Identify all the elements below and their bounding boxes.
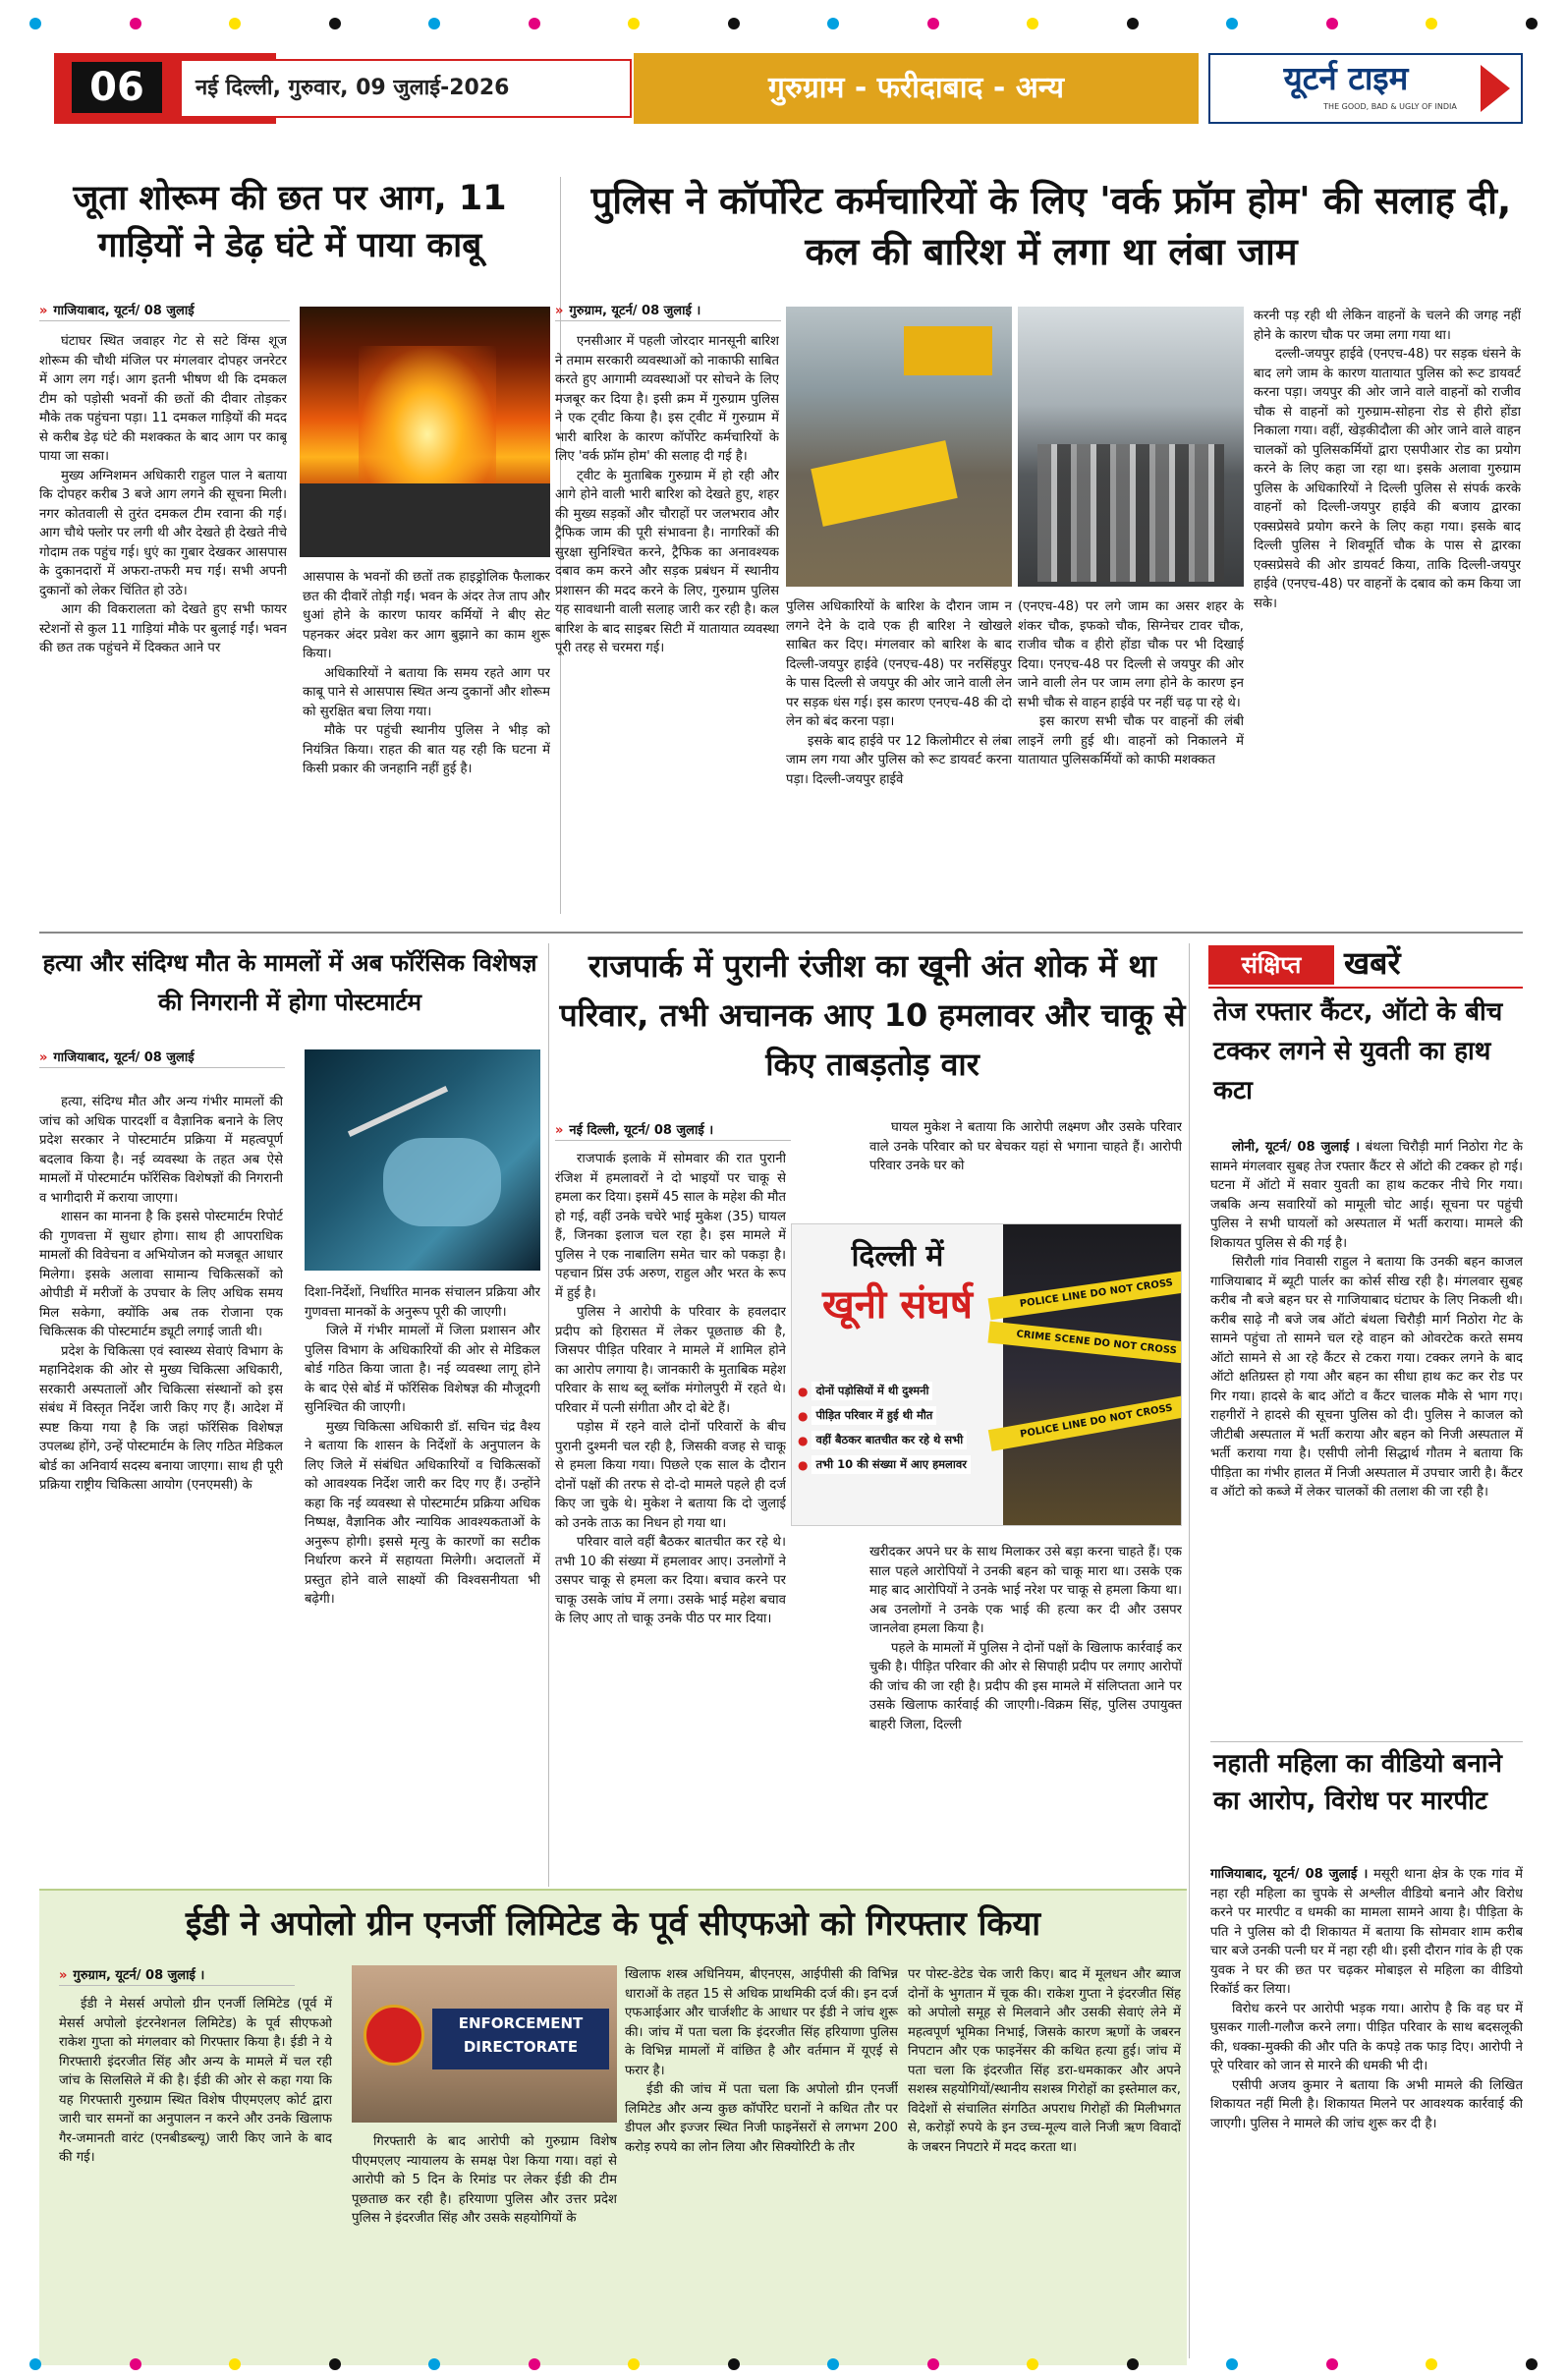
story1-headline: जूता शोरूम की छत पर आग, 11 गाड़ियों ने डेढ़ घंटे में पाया काबू: [73, 179, 507, 265]
arrow-icon: »: [555, 1123, 564, 1138]
story1-col1: [39, 332, 287, 922]
paragraph: गिरफ्तारी के बाद आरोपी को गुरुग्राम विशेष पीएमएलए न्यायालय के समक्ष पेश किया गया। वहां से आरोपी को 5 दिन के रिमांड पर लेकर ईडी की टीम पूछताछ कर रही है। हरियाणा पुलिस और उत्तर प्रदेश पुलिस ने इंदरजीत सिंह और उसके सहयोगियों के: [352, 2134, 617, 2226]
brief2-body: [1210, 1865, 1523, 2360]
paragraph: एनसीआर में पहली जोरदार मानसूनी बारिश ने तमाम सरकारी व्यवस्थाओं को नाकाफी साबित करते हुए आगामी व्यवस्थाओं पर सोचने के लिए मजबूर कर दिया है। इसी क्रम में गुरुग्राम पुलिस ने एक ट्वीट किया है। इस ट्वीट में गुरुग्राम में भारी बारिश के कारण कॉर्पोरेट कर्मचारियों के लिए 'वर्क फ्रॉम होम' की सलाह दी गई है।: [555, 334, 779, 464]
bullet-item: ● दोनों पड़ोसियों में थी दुश्मनी: [798, 1382, 1043, 1400]
story2-col2: [786, 597, 1012, 922]
story4-col2: [869, 1543, 1182, 1887]
glove-shape: [383, 1138, 501, 1226]
paragraph: जिले में गंभीर मामलों में जिला प्रशासन और पुलिस विभाग के अधिकारियों की ओर से मेडिकल बोर्ड गठित किया जाता है। नई व्यवस्था लागू होने के बाद ऐसे बोर्ड में फॉरेंसिक विशेषज्ञ की मौजूदगी सुनिश्चित की जाएगी।: [305, 1324, 540, 1415]
story2-headline: पुलिस ने कॉर्पोरेट कर्मचारियों के लिए 'वर्क फ्रॉम होम' की सलाह दी, कल की बारिश में लगा था लंबा जाम: [590, 179, 1512, 273]
dateline-text: गुरुग्राम, यूटर्न/ 08 जुलाई ।: [73, 1968, 205, 1983]
graphic-title-1: दिल्ली में: [851, 1239, 944, 1274]
paragraph: इसके बाद हाईवे पर 12 किलोमीटर से लंबा जाम लग गया और पुलिस को रूट डायवर्ट करना पड़ा। दिल्ली-जयपुर हाईवे: [786, 733, 1012, 787]
section-label: गुरुग्राम - फरीदाबाद - अन्य: [767, 71, 1064, 105]
dateline-text: लोनी, यूटर्न/ 08 जुलाई ।: [1232, 1140, 1361, 1155]
paragraph: आग की विकरालता को देखते हुए सभी फायर स्टेशनों से कुल 11 गाड़ियां मौके पर बुलाई गईं। भवन की छत तक पहुंचने में दिक्कत आने पर: [39, 602, 287, 655]
ed-photo: [352, 1965, 617, 2123]
paragraph: एसीपी अजय कुमार ने बताया कि अभी मामले की लिखित शिकायत नहीं मिली है। शिकायत मिलने पर आवश्यक कार्रवाई की जाएगी। पुलिस ने मामले की जांच शुरू कर दी है।: [1210, 2077, 1523, 2131]
story1-col2: [303, 568, 550, 922]
paragraph: शासन का मानना है कि इससे पोस्टमार्टम रिपोर्ट की गुणवत्ता में सुधार होगा। साथ ही आपराधिक मामलों की विवेचना व अभियोजन को मजबूत आधार मिलेगा। इसके अलावा सामान्य चिकित्सकों को ओपीडी में मरीजों के उपचार के लिए अधिक समय मिल सकेगा, क्योंकि अब तक रोजाना एक चिकित्सक की पोस्टमार्टम ड्यूटी लगाई जाती थी।: [39, 1210, 283, 1339]
paragraph: [1210, 1138, 1523, 1253]
story3-rule: [39, 1067, 285, 1068]
story2-col1: [555, 332, 779, 922]
ed-sign-text-1: ENFORCEMENT: [458, 2014, 584, 2032]
bullet-item: ● पीड़ित परिवार में हुई थी मौत: [798, 1406, 1043, 1425]
paragraph: परिवार वाले वहीं बैठकर बातचीत कर रहे थे। तभी 10 की संख्या में हमलावर आए। उनलोगों ने उसपर चाकू से हमला कर दिया। बचाव करने पर चाकू उसके जांघ में लगा। उसके भाई महेश बचाव के लिए आए तो चाकू उनके पीठ पर मार दिया।: [555, 1535, 786, 1626]
paragraph: ईडी ने मेसर्स अपोलो ग्रीन एनर्जी लिमिटेड (पूर्व में मेसर्स अपोलो इंटरनेशनल लिमिटेड) के पूर्व सीएफओ राकेश गुप्ता को मंगलवार को गिरफ्तार किया है। ईडी ने ये गिरफ्तारी इंदरजीत सिंह और अन्य के मामले में चल रही जांच के सिलसिले में की है। ईडी की ओर से कहा गया कि यह गिरफ्तारी गुरुग्राम स्थित विशेष पीएमएलए कोर्ट द्वारा जारी चार समनों का अनुपालन न करने और उनके खिलाफ गैर-जमानती वारंट (एनबीडब्ल्यू) जारी किए जाने के बाद की गई।: [59, 1997, 332, 2165]
column-divider: [1189, 943, 1190, 2358]
brief2-headline: नहाती महिला का वीडियो बनाने का आरोप, विरोध पर मारपीट: [1213, 1749, 1502, 1816]
registration-marks-top: [29, 18, 1538, 31]
ed-emblem: [364, 2005, 424, 2066]
crime-scene-photo: [1003, 1224, 1182, 1526]
story2-rule: [555, 320, 781, 321]
page-number: 06: [72, 62, 162, 113]
story1-rule: [39, 320, 290, 321]
scalpel: [348, 1086, 448, 1137]
column-divider: [548, 943, 549, 1887]
story5-rule: [59, 1985, 295, 1986]
yellow-bus: [811, 440, 957, 527]
paragraph: खरीदकर अपने घर के साथ मिलाकर उसे बड़ा करना चाहते हैं। एक साल पहले आरोपियों ने उनकी बहन को चाकू मारा था। उसके एक माह बाद आरोपियों ने उनके भाई नरेश पर चाकू से हमला किया था। अब उनलोगों ने उनके एक भाई की हत्या कर दी और उसपर जानलेवा हमला किया है।: [869, 1545, 1182, 1636]
flood-photo: [786, 307, 1012, 587]
story4-headline: राजपार्क में पुरानी रंजीश का खूनी अंत शोक में था परिवार, तभी अचानक आए 10 हमलावर और चाकू से किए ताबड़तोड़ वार: [559, 947, 1186, 1083]
story3-col1: [39, 1093, 283, 1887]
paragraph: खिलाफ शस्त्र अधिनियम, बीएनएस, आईपीसी की विभिन्न धाराओं के तहत 15 से अधिक प्राथमिकी दर्ज की। इन दर्ज एफआईआर और चार्जशीट के आधार पर ईडी ने जांच शुरू की। जांच में पता चला कि इंदरजीत सिंह हरियाणा पुलिस के विभिन्न मामलों में वांछित है और वर्तमान में यूएई से फरार है।: [625, 1967, 898, 2078]
story4-col1: [555, 1150, 786, 1887]
paragraph: (एनएच-48) पर लगे जाम का असर शहर के शंकर चौक, इफको चौक, सिग्नेचर टावर चौक, राजीव चौक व हीरो होंडा चौक पर भी दिखाई दिया। एनएच-48 पर दिल्ली से जयपुर की ओर जाने वाली लेन पर जाम लगा होने के कारण इन सभी चौक से वाहन हाईवे पर नहीं चढ़ पा रहे थे।: [1018, 599, 1244, 710]
dateline-text: गाजियाबाद, यूटर्न/ 08 जुलाई: [53, 304, 195, 318]
police-tape-1: POLICE LINE DO NOT CROSS: [988, 1269, 1182, 1320]
paragraph: इस कारण सभी चौक पर वाहनों की लंबी लाइनें लगी हुई थी। वाहनों को निकालने में यातायात पुलिसकर्मियों को काफी मशक्कत: [1018, 714, 1244, 767]
brief-divider: [1210, 1741, 1523, 1742]
paragraph: सिरौली गांव निवासी राहुल ने बताया कि उनकी बहन काजल गाजियाबाद में ब्यूटी पार्लर का कोर्स सीख रही है। मंगलवार सुबह करीब नौ बजे बहन घर से गाजियाबाद घंटाघर के लिए निकली थी। करीब साढ़े नौ बजे जब ऑटो बंथला चिरौड़ी मार्ग निठोरा गेट के सामने पहुंचा तो सामने चल रहे वाहन को ओवरटेक करते समय ऑटो सामने से आ रहे कैंटर से टकरा गया। टक्कर लगने के बाद ऑटो क्षतिग्रस्त हो गया और बहन का सीधा हाथ कट कर रोड पर गिर गया। हादसे के बाद ऑटो व कैंटर चालक मौके से भाग गए। राहगीरों ने हादसे की सूचना पुलिस को दी। पुलिस ने काजल को जीटीबी अस्पताल में भर्ती कराया और बहन को निजी अस्पताल में भर्ती कराया गया है। एसीपी लोनी सिद्धार्थ गौतम ने बताया कि पीड़िता का गंभीर हालत में निजी अस्पताल में उपचार जारी है। कैंटर व ऑटो को कब्जे में लेकर चालकों की तलाश की जा रही है।: [1210, 1255, 1523, 1500]
surgery-photo: [305, 1049, 540, 1271]
paragraph: [1210, 1865, 1523, 2000]
traffic-photo: [1018, 307, 1244, 587]
story5-col4: [908, 1965, 1181, 2358]
body-text: बंथला चिरौड़ी मार्ग निठोरा गेट के सामने मंगलवार सुबह तेज रफ्तार कैंटर से ऑटो की टक्कर हो गई। घटना में ऑटो में सवार युवती का हाथ कटकर नीचे गिर गया। जबकि अन्य सवारियों को मामूली चोट आई। सूचना पर पहुंची पुलिस ने सभी घायलों को अस्पताल में भर्ती कराया। मामले की शिकायत पुलिस से की गई है।: [1210, 1140, 1523, 1251]
police-tape-2: CRIME SCENE DO NOT CROSS: [987, 1322, 1182, 1366]
logo: यूटर्न टाइम: [1283, 59, 1409, 97]
paragraph: मुख्य चिकित्सा अधिकारी डॉ. सचिन चंद्र वैश्य ने बताया कि शासन के निर्देशों के अनुपालन के लिए जिले में संबंधित अधिकारियों व चिकित्सकों को आवश्यक निर्देश जारी कर दिए गए हैं। उन्होंने कहा कि नई व्यवस्था से पोस्टमार्टम प्रक्रिया अधिक निष्पक्ष, वैज्ञानिक और न्यायिक आवश्यकताओं के अनुरूप होगी। इससे मृत्यु के कारणों का सटीक निर्धारण करने में सहायता मिलेगी। अदालतों में प्रस्तुत होने वाले साक्ष्यों की विश्वसनीयता भी बढ़ेगी।: [305, 1419, 540, 1607]
paragraph: घायल मुकेश ने बताया कि आरोपी लक्ष्मण और उसके परिवार वाले उनके परिवार को घर बेचकर यहां से भगाना चाहते हैं। आरोपी परिवार उनके घर को: [869, 1120, 1182, 1173]
paragraph: आसपास के भवनों की छतों तक हाइड्रोलिक फैलाकर छत की दीवारें तोड़ी गईं। भवन के अंदर तेज ताप और धुआं होने के कारण फायर कर्मियों ने बीए सेट पहनकर अंदर प्रवेश कर आग बुझाने का काम शुरू किया।: [303, 570, 550, 661]
story3-col2: [305, 1283, 540, 1887]
paragraph: अधिकारियों ने बताया कि समय रहते आग पर काबू पाने से आसपास स्थित अन्य दुकानों और शोरूम को सुरक्षित बचा लिया गया।: [303, 665, 550, 719]
brief1-body: [1210, 1138, 1523, 1747]
story5-col3: [625, 1965, 898, 2358]
paragraph: दिशा-निर्देशों, निर्धारित मानक संचालन प्रक्रिया और गुणवत्ता मानकों के अनुरूप पूरी की जाएगी।: [305, 1285, 540, 1320]
paragraph: पुलिस ने आरोपी के परिवार के हवलदार प्रदीप को हिरासत में लेकर पूछताछ की है, जिसपर पीड़ित परिवार ने मामले में शामिल होने का आरोप लगाया है। जानकारी के मुताबिक महेश परिवार के साथ ब्लू ब्लॉक मंगोलपुरी में रहते थे। परिवार में पत्नी संगीता और दो बेटे हैं।: [555, 1305, 786, 1416]
paragraph: प्रदेश के चिकित्सा एवं स्वास्थ्य सेवाएं विभाग के महानिदेशक की ओर से मुख्य चिकित्सा अधिकारी, सरकारी अस्पतालों और चिकित्सा संस्थानों को इस संबंध में विस्तृत निर्देश जारी किए गए हैं। आदेश में स्पष्ट किया गया है कि जहां फॉरेंसिक विशेषज्ञ उपलब्ध होंगे, उन्हें पोस्टमार्टम के लिए गठित मेडिकल बोर्ड का अनिवार्य सदस्य बनाया जाएगा। साथ ही पूरी प्रक्रिया राष्ट्रीय चिकित्सा आयोग (एनएमसी) के: [39, 1343, 283, 1493]
story5-col2: [352, 2132, 617, 2358]
brief-underline: [1208, 987, 1523, 989]
paragraph: विरोध करने पर आरोपी भड़क गया। आरोप है कि वह घर में घुसकर गाली-गलौज करने लगा। पीड़ित परिवार के साथ बदसलूकी की, धक्का-मुक्की की और पति के कपड़े तक फाड़ दिए। आरोपी ने पूरे परिवार को जान से मारने की धमकी भी दी।: [1210, 2001, 1523, 2073]
arrow-icon: »: [555, 304, 564, 318]
paragraph: दल्ली-जयपुर हाईवे (एनएच-48) पर सड़क धंसने के बाद लगे जाम के कारण यातायात पुलिस को रूट डायवर्ट करना पड़ा। जयपुर की ओर जाने वाले वाहनों को राजीव चौक से वाहनों को गुरुग्राम-सोहना रोड से हीरो होंडा निकाला गया। वहीं, खेड़कीदौला की ओर जाने वाले वाहन चालकों को पुलिसकर्मियों द्वारा एसपीआर रोड का प्रयोग करने के लिए कहा जा रहा था। इसके अलावा गुरुग्राम पुलिस के अधिकारियों ने दिल्ली पुलिस से संपर्क करके वाहनों को दिल्ली-जयपुर हाईवे की बजाय द्वारका एक्सप्रेसवे प्रयोग करने के लिए कहा गया। इसके बाद दिल्ली पुलिस ने शिवमूर्ति चौक के पास से द्वारका एक्सप्रेसवे की ओर डायवर्ट किया, ताकि दिल्ली-जयपुर हाईवे (एनएच-48) पर वाहनों के दबाव को कम किया जा सके।: [1254, 347, 1521, 611]
flame-shape: [359, 346, 496, 493]
paragraph: पुलिस अधिकारियों के बारिश के दौरान जाम न लगने देने के दावे एक ही बारिश ने खोखले साबित कर दिए। मंगलवार को बारिश के बाद दिल्ली-जयपुर हाईवे (एनएच-48) पर नरसिंहपुर के पास दिल्ली से जयपुर की ओर जाने वाली लेन पर सड़क धंस गई। इस कारण एनएच-48 की दो लेन को बंद करना पड़ा।: [786, 599, 1012, 729]
fire-photo: [300, 307, 550, 557]
arrow-icon: »: [39, 304, 48, 318]
dateline-text: गुरुग्राम, यूटर्न/ 08 जुलाई ।: [569, 304, 701, 318]
paragraph: पर पोस्ट-डेटेड चेक जारी किए। बाद में मूलधन और ब्याज दोनों के भुगतान में चूक की। राकेश गुप्ता ने इंदरजीत सिंह को अपोलो समूह से मिलवाने और उसकी सेवाएं लेने में महत्वपूर्ण भूमिका निभाई, जिसके कारण ऋणों के जबरन निपटान और एक फाइनेंसर की कथित हत्या हुई। जांच में पता चला कि इंदरजीत सिंह डरा-धमकाकर और अपने सशस्त्र सहयोगियों/स्थानीय सशस्त्र गिरोहों का इस्तेमाल कर, विदेशों से संचालित संगठित अपराध गिरोहों की मिलीभगत से, करोड़ों रुपये के इन उच्च-मूल्य वाले निजी ऋण विवादों के जबरन निपटारे में मदद करता था।: [908, 1967, 1181, 2155]
bullet-item: ● तभी 10 की संख्या में आए हमलावर: [798, 1455, 1043, 1474]
graphic-bullets: [798, 1382, 1043, 1480]
logo-arrow: [1481, 65, 1510, 112]
paragraph: पहले के मामलों में पुलिस ने दोनों पक्षों के खिलाफ कार्रवाई कर चुकी है। पीड़ित परिवार की ओर से सिपाही प्रदीप पर लगाए आरोपों की जांच की जा रही है। प्रदीप की इस मामले में संलिप्तता आने पर उसके खिलाफ कार्रवाई की जाएगी।-विक्रम सिंह, पुलिस उपायुक्त बाहरी जिला, दिल्ली: [869, 1640, 1182, 1732]
story5-col1: [59, 1995, 332, 2358]
story4-dateline: [555, 1120, 830, 1138]
crime-graphic: [791, 1223, 1182, 1526]
body-text: मसूरी थाना क्षेत्र के एक गांव में नहा रही महिला का चुपके से अश्लील वीडियो बनाने और विरोध करने पर मारपीट व धमकी का मामला सामने आया है। पीड़िता के पति ने पुलिस को दी शिकायत में बताया कि सोमवार शाम करीब चार बजे उनकी पत्नी घर में नहा रही थी। इसी दौरान गांव के ही एक युवक ने घर की छत पर चढ़कर मोबाइल से महिला का वीडियो रिकॉर्ड कर लिया।: [1210, 1867, 1523, 1997]
dateline-text: गाजियाबाद, यूटर्न/ 08 जुलाई ।: [1210, 1867, 1369, 1882]
story5-dateline: [59, 1965, 334, 1983]
logo-tagline: THE GOOD, BAD & UGLY OF INDIA: [1323, 102, 1457, 111]
paragraph: हत्या, संदिग्ध मौत और अन्य गंभीर मामलों की जांच को अधिक पारदर्शी व वैज्ञानिक बनाने के लिए प्रदेश सरकार ने पोस्टमार्टम प्रक्रिया में महत्वपूर्ण बदलाव किया है। नई व्यवस्था के तहत अब ऐसे मामलों में पोस्टमार्टम फॉरेंसिक विशेषज्ञों की निगरानी व भागीदारी में कराया जाएगा।: [39, 1095, 283, 1206]
paragraph: राजपार्क इलाके में सोमवार की रात पुरानी रंजिश में हमलावरों ने दो भाइयों पर चाकू से हमला कर दिया। इसमें 45 साल के महेश की मौत हो गई, वहीं उनके चचेरे भाई मुकेश (35) घायल हैं, जिनका इलाज चल रहा है। इस मामले में पुलिस ने एक नाबालिग समेत चार को पकड़ा है। पहचान प्रिंस उर्फ अरुण, राहुल और भरत के रूप में हुई है।: [555, 1152, 786, 1301]
brief-label-2: खबरें: [1344, 944, 1401, 982]
story2-col4: [1254, 307, 1521, 922]
brief-label: संक्षिप्त: [1241, 951, 1302, 979]
ed-sign-text-2: DIRECTORATE: [463, 2038, 579, 2056]
section-rule: [39, 932, 1523, 934]
header-date: नई दिल्ली, गुरुवार, 09 जुलाई-2026: [180, 59, 632, 118]
dateline-text: नई दिल्ली, यूटर्न/ 08 जुलाई ।: [569, 1123, 714, 1138]
story3-dateline: [39, 1048, 314, 1065]
brief1-headline: तेज रफ्तार कैंटर, ऑटो के बीच टक्कर लगने से युवती का हाथ कटा: [1213, 997, 1503, 1105]
paragraph: ईडी की जांच में पता चला कि अपोलो ग्रीन एनर्जी लिमिटेड और अन्य कुछ कॉर्पोरेट घरानों ने कथित तौर पर डीपल और इज्जर स्थित निजी फाइनेंसरों से लगभग 200 करोड़ रुपये का लोन लिया और सिक्योरिटी के तौर: [625, 2082, 898, 2155]
paragraph: घंटाघर स्थित जवाहर गेट से सटे विंग्स शूज शोरूम की चौथी मंजिल पर मंगलवार दोपहर जनरेटर में आग लग गई। आग इतनी भीषण थी कि दमकल टीम को पड़ोसी भवनों की छतों की दीवार तोड़कर मौके तक पहुंचना पड़ा। 11 दमकल गाड़ियों की मदद से करीब डेढ़ घंटे की मशक्कत के बाद आग पर काबू पाया जा सका।: [39, 334, 287, 464]
arrow-icon: »: [59, 1968, 68, 1983]
paragraph: ट्वीट के मुताबिक गुरुग्राम में हो रही और आगे होने वाली भारी बारिश को देखते हुए, शहर की मुख्य सड़कों और चौराहों पर जलभराव और ट्रैफिक जाम की पूरी संभावना है। नागरिकों की सुरक्षा सुनिश्चित करने, ट्रैफिक का अनावश्यक दबाव कम करने और सड़क प्रबंधन में स्थानीय प्रशासन की मदद करने के लिए, गुरुग्राम पुलिस यह सावधानी वाली सलाह जारी कर रही है। कल बारिश के बाद साइबर सिटी में यातायात व्यवस्था पूरी तरह से चरमरा गई।: [555, 468, 779, 655]
story3-headline: हत्या और संदिग्ध मौत के मामलों में अब फॉरेंसिक विशेषज्ञ की निगरानी में होगा पोस्टमार्टम: [42, 949, 537, 1016]
paragraph: मौके पर पहुंची स्थानीय पुलिस ने भीड़ को नियंत्रित किया। राहत की बात यह रही कि घटना में किसी प्रकार की जनहानि नहीं हुई है।: [303, 723, 550, 776]
paragraph: पड़ोस में रहने वाले दोनों परिवारों के बीच पुरानी दुश्मनी चल रही है, जिसकी वजह से चाकू से हमला किया गया। पिछले एक साल के दौरान दोनों पक्षों की तरफ से दो-दो मामले पहले ही दर्ज किए जा चुके थे। मुकेश ने बताया कि दो जुलाई को उनके ताऊ का निधन हो गया था।: [555, 1420, 786, 1531]
arrow-icon: »: [39, 1050, 48, 1065]
paragraph: करनी पड़ रही थी लेकिन वाहनों के चलने की जगह नहीं होने के कारण चौक पर जमा लगा गया था।: [1254, 309, 1521, 343]
story5-headline: ईडी ने अपोलो ग्रीन एनर्जी लिमिटेड के पूर्व सीएफओ को गिरफ्तार किया: [185, 1904, 1041, 1944]
story4-topright: [869, 1118, 1182, 1183]
building-silhouette: [300, 483, 550, 557]
graphic-title-2: खूनी संघर्ष: [821, 1282, 973, 1328]
story1-dateline: [39, 301, 314, 318]
header-bar: [54, 53, 1523, 124]
story2-col3: [1018, 597, 1244, 922]
paragraph: मुख्य अग्निशमन अधिकारी राहुल पाल ने बताया कि दोपहर करीब 3 बजे आग लगने की सूचना मिली। नगर कोतवाली से तुरंत दमकल टीम रवाना की गई। आग चौथे फ्लोर पर लगी थी और देखते ही देखते नीचे गोदाम तक पहुंच गई। धुएं का गुबार देखकर आसपास के दुकानदारों में अफरा-तफरी मच गई। सभी अपनी दुकानों को लेकर चिंतित हो उठे।: [39, 468, 287, 598]
story4-rule: [555, 1140, 791, 1141]
crane: [904, 326, 992, 375]
registration-marks-bottom: [29, 2358, 1538, 2372]
cars: [1037, 444, 1224, 582]
dateline-text: गाजियाबाद, यूटर्न/ 08 जुलाई: [53, 1050, 195, 1065]
bullet-item: ● वहीं बैठकर बातचीत कर रहे थे सभी: [798, 1431, 1043, 1449]
police-tape-3: POLICE LINE DO NOT CROSS: [988, 1392, 1182, 1451]
